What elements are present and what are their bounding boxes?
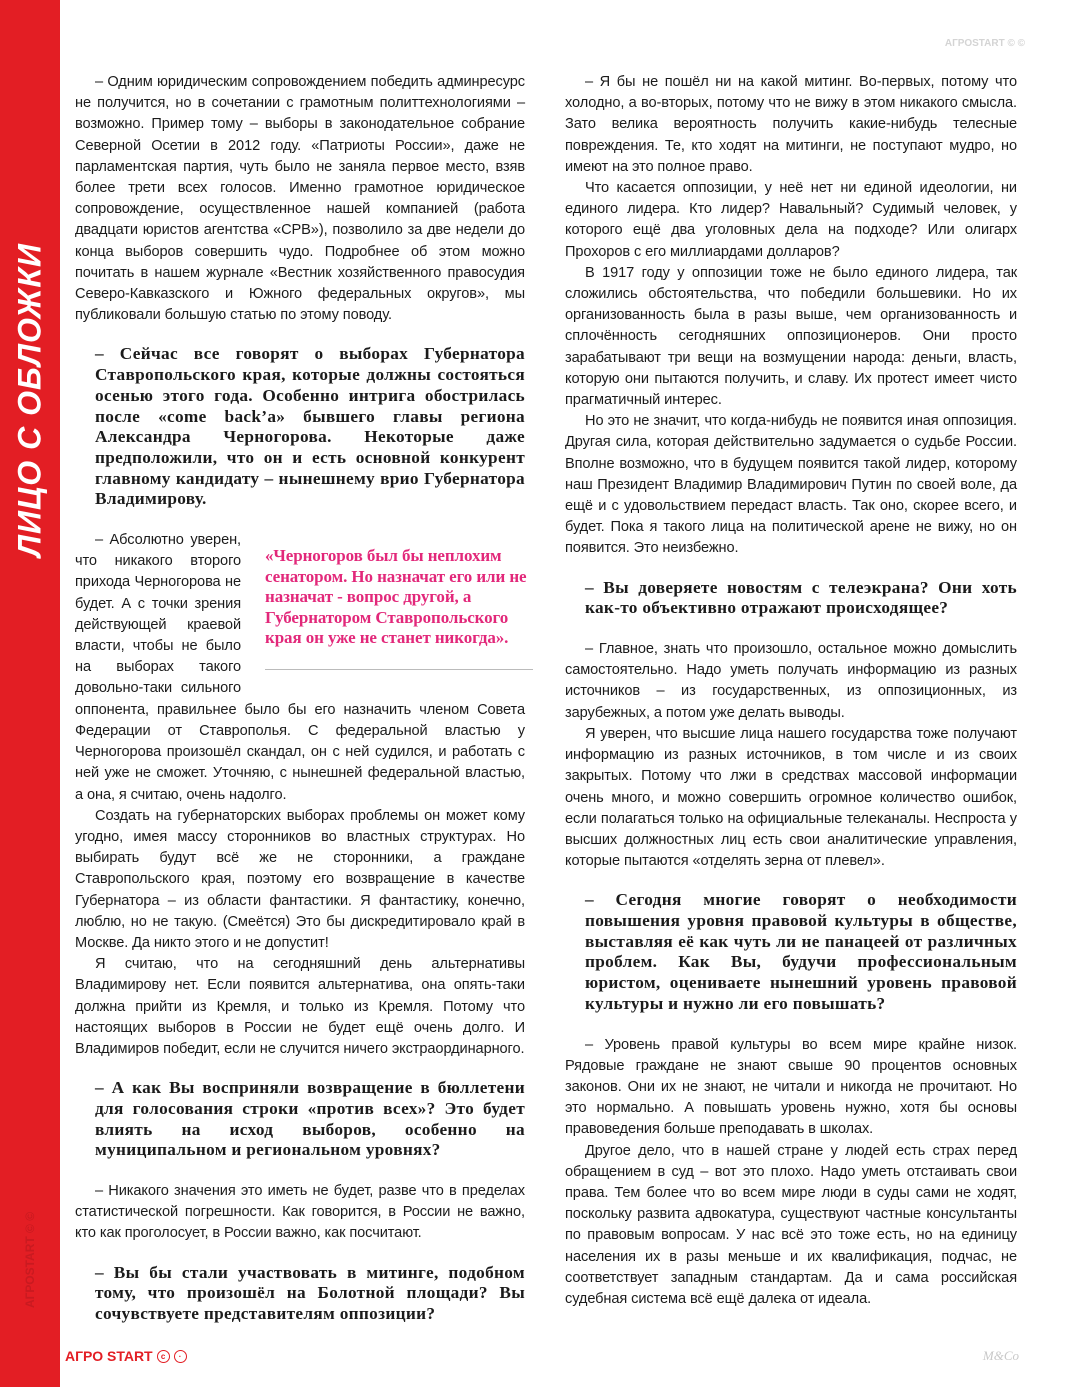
sidebar-watermark: АГРОSTART © © — [23, 1211, 37, 1309]
question-heading: – Вы бы стали участвовать в митинге, подобном тому, что произошёл на Болотной площади? Вы сочувствуете представителям оппозиции? — [95, 1262, 525, 1323]
badge-icon: · — [174, 1350, 187, 1363]
answer-paragraph: Я уверен, что высшие лица нашего государства тоже получают информацию из разных источников, в том числе и из своих закрытых. Потому что лжи в средствах массовой информации очень много, и можно совершить огромное количество ошибок, если полагаться только на официальные телеканалы. Неспроста у высших должностных лиц есть свои аналитические управления, которые пытаются «отделять зерна от плевел». — [565, 725, 1017, 870]
left-column — [75, 72, 525, 1345]
answer-paragraph: Создать на губернаторских выборах проблемы он может кому угодно, имея массу сторонников во властных структурах. Но выбирать будут всё же не сторонники, а граждане Ставропольского края, поэтому его возвращение в качестве Губернатора – из области фантастики. Я фантастику, конечно, люблю, но не такую. (Смеётся) Это бы дискредитировало край в Москве. Да никто этого и не допустит! — [75, 807, 525, 951]
question-heading: – Сегодня многие говорят о необходимости повышения уровня правовой культуры в обществе, выставляя её как чуть ли не панацеей от различных проблем. Как Вы, будучи профессиональным юристом, оцениваете нынешний уровень правовой культуры и нужно ли его повышать? — [585, 890, 1017, 1013]
answer-paragraph: – Я бы не пошёл ни на какой митинг. Во-первых, потому что холодно, а во-вторых, потому что не вижу в этом никакого смысла. Зато велика вероятность получить какие-нибудь телесные повреждения. Те, кто ходят на митинги, не поступают мудро, но имеют на это полное право. — [565, 74, 1017, 175]
section-sidebar — [0, 0, 60, 1387]
answer-paragraph: Но это не значит, что когда-нибудь не появится иная оппозиция. Другая сила, которая действительно задумается о судьбе России. Вполне возможно, что в будущем появится такой лидер, которому наш Президент Владимир Владимирович Путин по своей воле, да ещё и с удовольствием передаст власть. Так оно, скорее всего, и будет. Пока я такого лица на политической арене не вижу, но он появится. Это неизбежно. — [565, 413, 1017, 557]
footer-brand: АГРО START — [65, 1348, 153, 1364]
answer-paragraph: – Одним юридическим сопровождением победить админресурс не получится, но в сочетании с грамотным политтехнологиями – возможно. Пример тому – выборы в законодательное собрание Северной Осетии в 2012 году. «Патриоты России», даже не парламентская партия, чуть было не заняла первое место, взяв более трети всех голосов. Именно грамотное юридическое сопровождение, осуществленное нашей компанией (работа двадцати юристов агентства «СРВ»), позволило за две недели до конца выборов совершить чудо. Подробнее об этом можно почитать в нашем журнале «Вестник хозяйственного правосудия Северо-Кавказского и Южного федеральных округов», мы публиковали большую статью по этому поводу. — [75, 74, 525, 324]
answer-paragraph: В 1917 году у оппозиции тоже не было единого лидера, так сложились обстоятельства, что победили большевики. Но их организованность была в разы выше, чем организованность и сплочённость сегодняшних оппозиционеров. Они просто зарабатывают три вещи на возмущении народа: деньги, власть, которую они пытаются получить, и славу. Их протест имеет чисто прагматичный интерес. — [565, 264, 1017, 409]
answer-paragraph: – Никакого значения это иметь не будет, разве что в пределах статистической погрешности. Как говорится, в России не важно, кто как проголосует, в России важно, как посчитают. — [75, 1182, 525, 1242]
answer-paragraph: – Уровень правой культуры во всем мире крайне низок. Рядовые граждане не знают свыше 90 процентов основных законов. Они их не знают, не читали и никогда не прочитают. Но это нормально. А повышать уровень нужно, хотя бы основы правоведения больше преподавать в школах. — [565, 1036, 1017, 1138]
right-column — [565, 72, 1017, 1310]
section-title-text: ЛИЦО С ОБЛОЖКИ — [11, 242, 48, 558]
answer-paragraph: Другое дело, что в нашей стране у людей есть страх перед обращением в суд – вот это плохо. Надо уметь отстаивать свои права. Тем более что во всем мире люди в суды сами не ходят, поскольку развита адвокатура, существуют частные консультанты по правовым вопросам. У нас всё это тоже есть, но на единицу населения их в разы меньше и их квалификация, подчас, не соответствует западным стандартам. Да и сама российская судебная система всё ещё далека от идеала. — [565, 1142, 1017, 1307]
answer-paragraph: Что касается оппозиции, у неё нет ни единой идеологии, ни единого лидера. Кто лидер? Навальный? Судимый человек, у которого ещё два уголовных дела на подходе? Или олигарх Прохоров с его миллиардами долларов? — [565, 180, 1017, 260]
answer-paragraph: – Главное, знать что произошло, остальное можно домыслить самостоятельно. Надо уметь получать информацию из разных источников – из государственных, из оппозиционных, из зарубежных, а потом уже делать выводы. — [565, 641, 1017, 721]
top-logo: АГРОSTART © © — [944, 38, 1025, 49]
question-heading: – Сейчас все говорят о выборах Губернатора Ставропольского края, которые должны состояться осенью этого года. Особенно интрига обострилась после «come back’а» бывшего главы региона Александра Черногорова. Некоторые даже предположили, что он и есть основной конкурент главному кандидату – нынешнему врио Губернатора Владимирову. — [95, 344, 525, 509]
question-heading: – А как Вы восприняли возвращение в бюллетени для голосования строки «против всех»? Это будет влиять на исход выборов, особенно на муниципальном и региональном уровнях? — [95, 1078, 525, 1160]
pull-quote: «Черногоров был бы неплохим сенатором. Но назначат его или не назначат - вопрос другой, а Губернатором Ставропольского края он уже не станет никогда». — [265, 546, 533, 670]
copyright-icon: c — [157, 1350, 170, 1363]
section-title — [0, 0, 60, 558]
answer-paragraph: Я считаю, что на сегодняшний день альтернативы Владимирову нет. Если появится альтернатива, она опять-таки должна прийти из Кремля, и только из Кремля. Потому что настоящих выборов в России не будет ещё очень долго. И Владимиров победит, если не случится ничего экстраординарного. — [75, 956, 525, 1057]
footer-logo — [65, 1348, 187, 1364]
footer-mark: M&Co — [982, 1348, 1019, 1363]
question-heading: – Вы доверяете новостям с телеэкрана? Они хоть как-то объективно отражают происходящее? — [585, 577, 1017, 618]
answer-paragraph: – Абсолютно уверен, что никакого второго прихода Черногорова не будет. А с точки зрения действующей краевой власти, чтобы не было на выборах такого довольно-таки сильного оппонента, правильнее было бы его назначить членом Совета Федерации от Ставрополья. С федеральной властью у Черногорова произошёл скандал, он с ней судился, и работать с ней уже не сможет. Уточняю, с нынешней федеральной властью, а она, я считаю, очень надолго. — [75, 532, 525, 803]
